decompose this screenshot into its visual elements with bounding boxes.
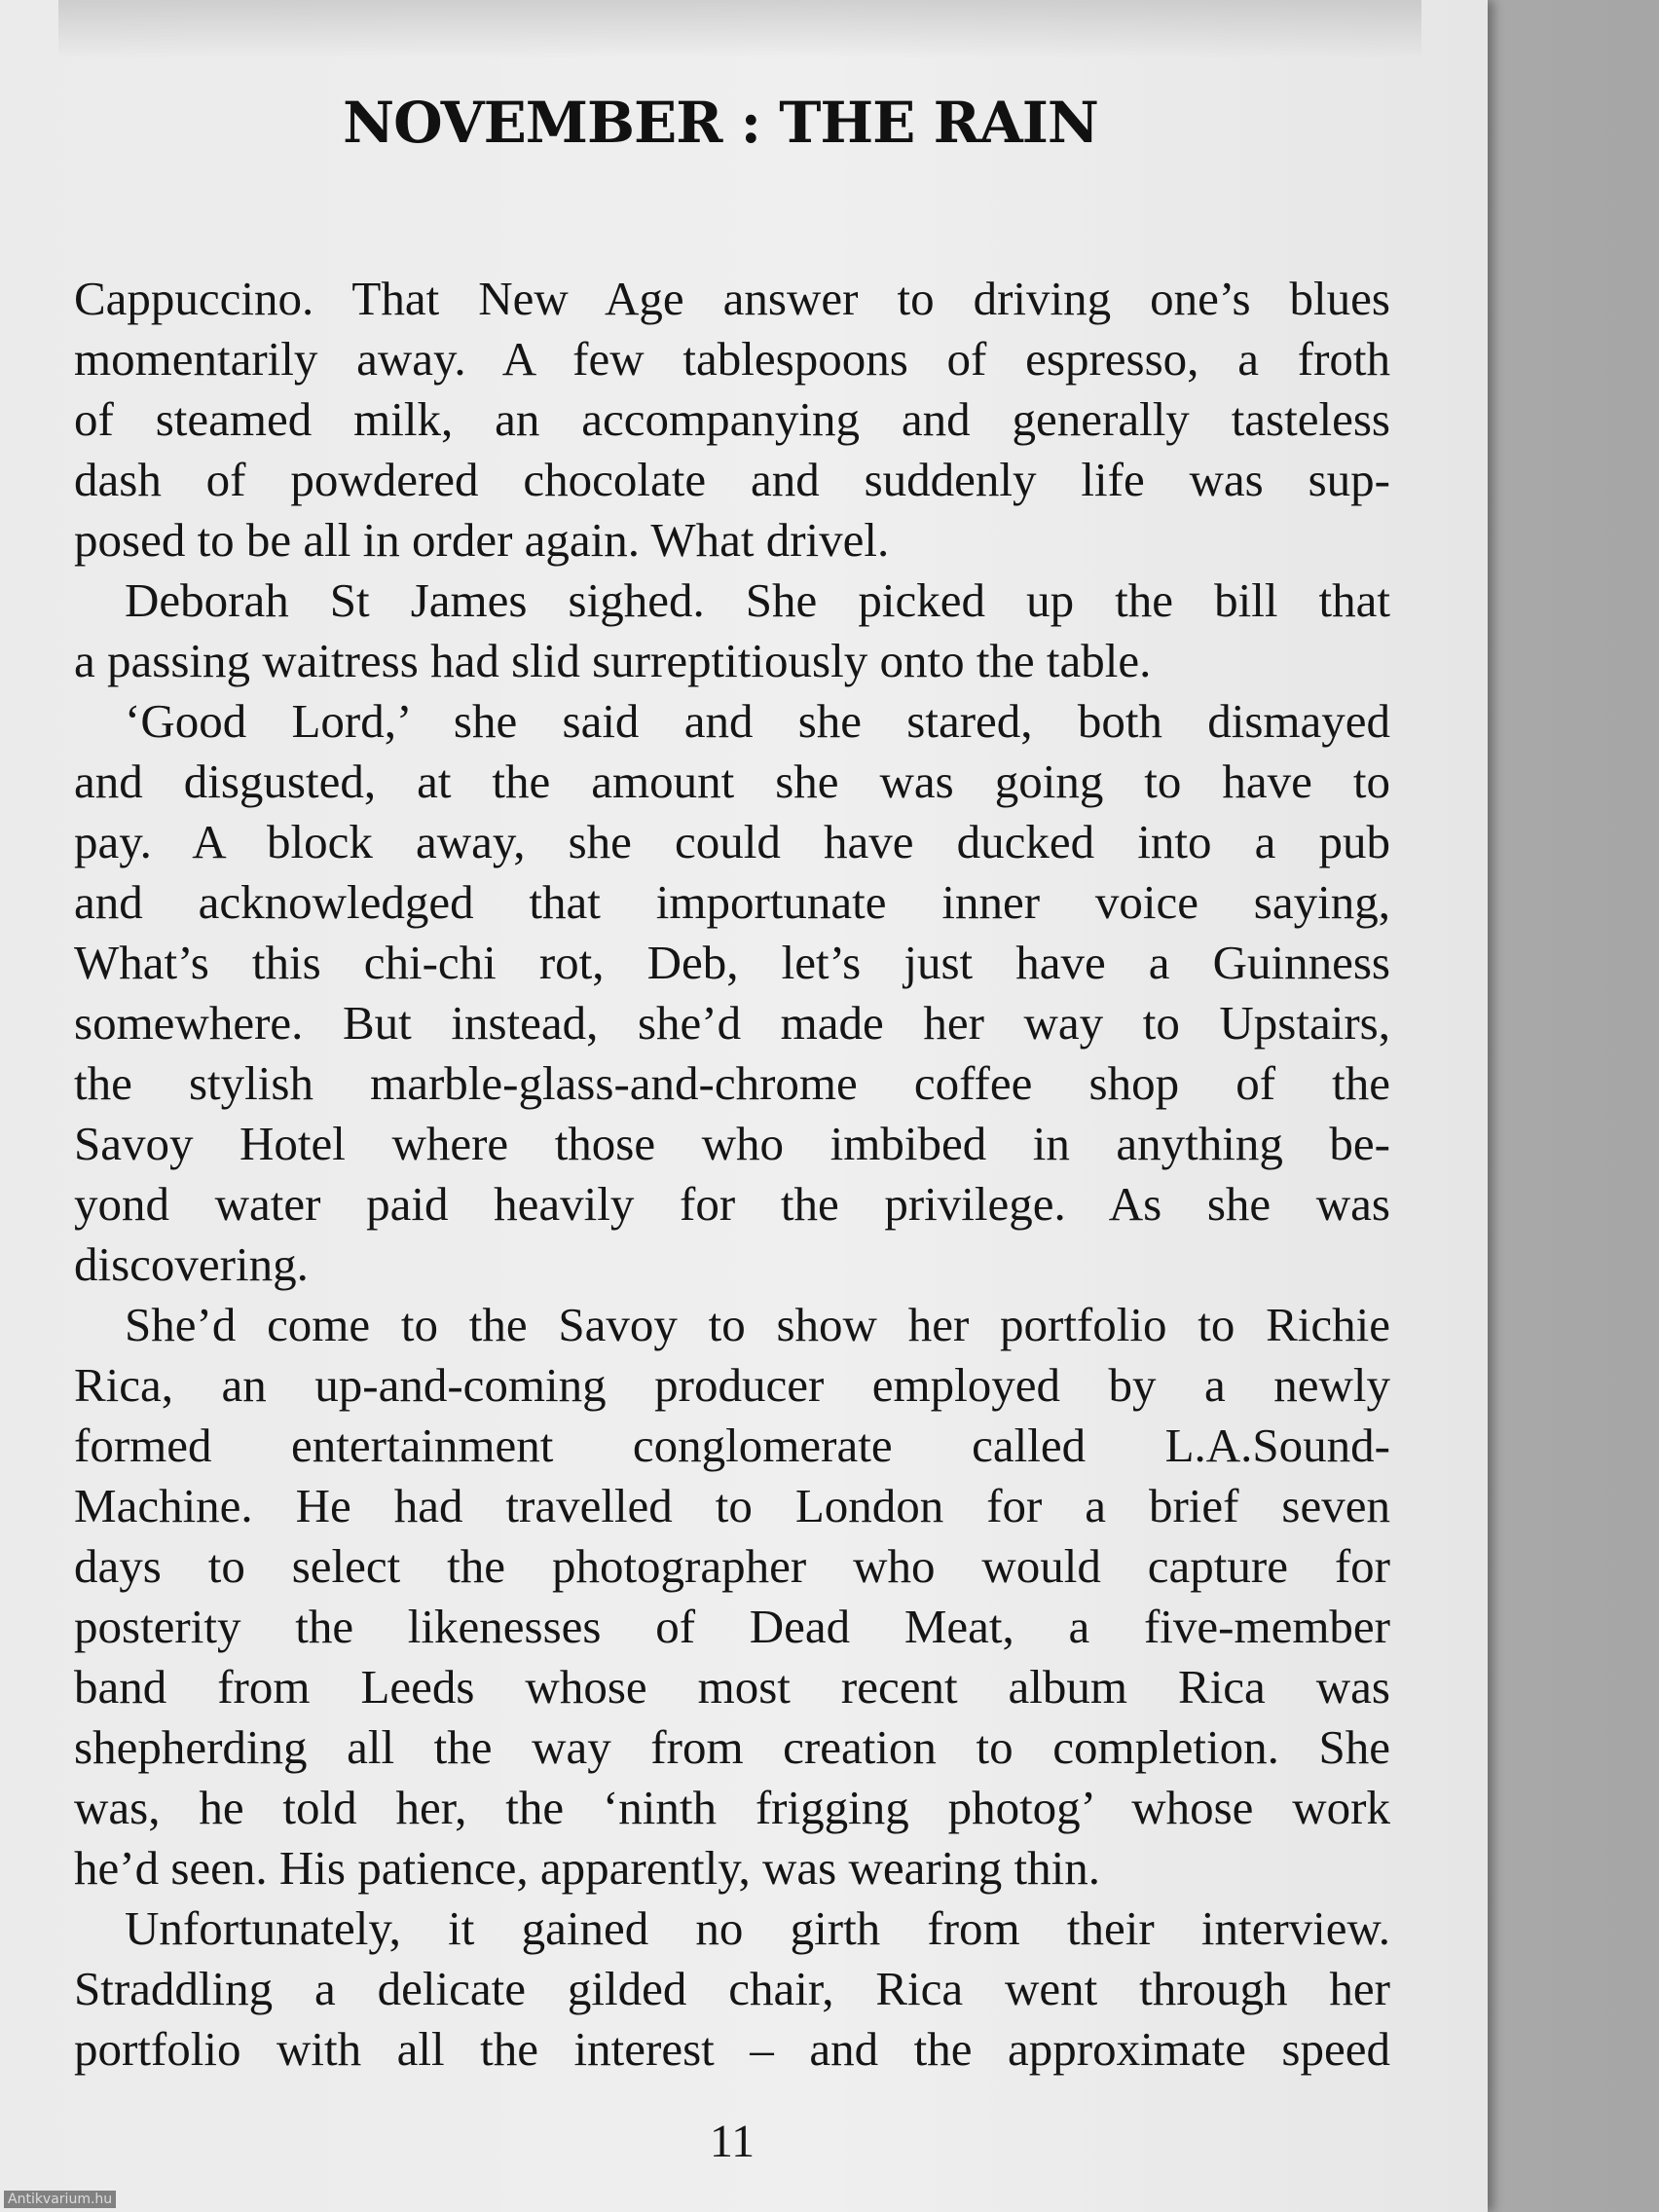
text-line: pay. A block away, she could have ducked into a pub <box>74 815 1390 868</box>
text-line: yond water paid heavily for the privilege. As she was <box>74 1177 1390 1231</box>
text-line: posterity the likenesses of Dead Meat, a five-member <box>74 1600 1390 1653</box>
text-line: band from Leeds whose most recent album Rica was <box>74 1660 1390 1714</box>
show-through-from-previous-page <box>58 0 1421 58</box>
text-line: What’s this chi-chi rot, Deb, let’s just have a Guinness <box>74 936 1390 989</box>
text-line: She’d come to the Savoy to show her portfolio to Richie <box>125 1298 1390 1351</box>
text-line: shepherding all the way from creation to completion. She <box>74 1720 1390 1774</box>
text-line: discovering. <box>74 1237 309 1291</box>
text-line: the stylish marble-glass-and-chrome coffee shop of the <box>74 1056 1390 1110</box>
text-line: of steamed milk, an accompanying and generally tasteless <box>74 392 1390 446</box>
text-line: a passing waitress had slid surreptitiously onto the table. <box>74 634 1152 687</box>
text-line: momentarily away. A few tablespoons of espresso, a froth <box>74 332 1390 386</box>
text-line: and acknowledged that importunate inner voice saying, <box>74 875 1390 929</box>
text-line: dash of powdered chocolate and suddenly life was sup- <box>74 453 1390 506</box>
text-line: Unfortunately, it gained no girth from their interview. <box>125 1901 1390 1955</box>
text-line: days to select the photographer who would capture for <box>74 1539 1390 1593</box>
text-line: Straddling a delicate gilded chair, Rica went through her <box>74 1962 1390 2015</box>
body-text <box>74 269 1390 2080</box>
page-number: 11 <box>709 2116 756 2167</box>
watermark: Antikvarium.hu <box>4 2191 116 2208</box>
text-line: he’d seen. His patience, apparently, was wearing thin. <box>74 1841 1101 1895</box>
text-line: portfolio with all the interest – and the approximate speed <box>74 2022 1390 2076</box>
chapter-title: NOVEMBER : THE RAIN <box>343 90 1098 156</box>
text-line: Deborah St James sighed. She picked up the bill that <box>125 573 1390 627</box>
text-line: Savoy Hotel where those who imbibed in anything be- <box>74 1117 1390 1170</box>
text-line: was, he told her, the ‘ninth frigging photog’ whose work <box>74 1781 1390 1834</box>
text-line: somewhere. But instead, she’d made her way to Upstairs, <box>74 996 1390 1050</box>
text-line: formed entertainment conglomerate called L.A.Sound- <box>74 1419 1390 1472</box>
text-line: ‘Good Lord,’ she said and she stared, both dismayed <box>125 694 1390 748</box>
text-line: Rica, an up-and-coming producer employed by a newly <box>74 1358 1390 1412</box>
text-line: and disgusted, at the amount she was going to have to <box>74 755 1390 808</box>
text-line: Cappuccino. That New Age answer to driving one’s blues <box>74 272 1390 325</box>
text-line: posed to be all in order again. What drivel. <box>74 513 890 567</box>
text-line: Machine. He had travelled to London for a brief seven <box>74 1479 1390 1532</box>
